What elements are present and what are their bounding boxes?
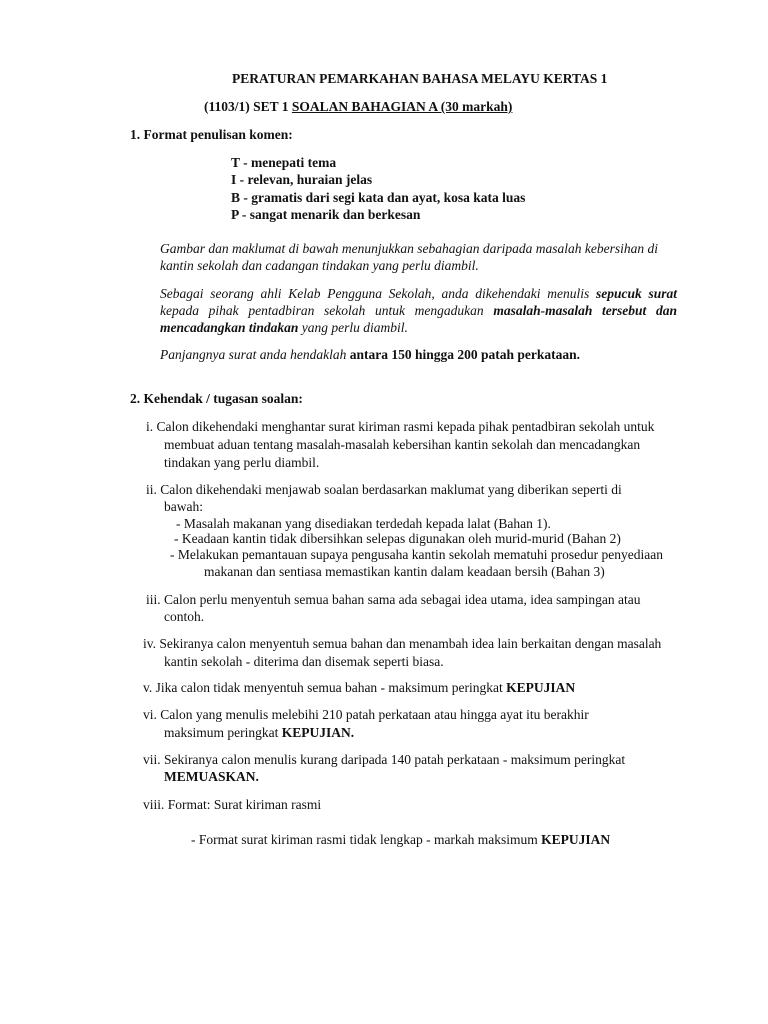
bahan-2-item: - Keadaan kantin tidak dibersihkan selepas digunakan oleh murid-murid (Bahan 2) (174, 531, 621, 546)
item-v: v. Jika calon tidak menyentuh semua bahan - maksimum peringkat KEPUJIAN (143, 680, 576, 695)
item-i-line-2: membuat aduan tentang masalah-masalah kebersihan kantin sekolah dan mencadangkan (164, 437, 641, 452)
item-ii-line-1: ii. Calon dikehendaki menjawab soalan berdasarkan maklumat yang diberikan seperti di (146, 482, 622, 497)
item-viii-line-2: - Format surat kiriman rasmi tidak lengkap - markah maksimum KEPUJIAN (191, 832, 611, 847)
item-vi-line-1: vi. Calon yang menulis melebihi 210 patah perkataan atau hingga ayat itu berakhir (143, 707, 589, 722)
bahan-3-item-cont: makanan dan sentiasa memastikan kantin dalam keadaan bersih (Bahan 3) (204, 564, 605, 579)
paper-code: (1103/1) SET 1 (204, 99, 289, 114)
section-1-heading: 1. Format penulisan komen: (130, 127, 293, 142)
document-subtitle (204, 98, 512, 115)
document-title: PERATURAN PEMARKAHAN BAHASA MELAYU KERTAS 1 (232, 71, 608, 86)
item-iv-line-1: iv. Sekiranya calon menyentuh semua bahan dan menambah idea lain berkaitan dengan masalah (143, 636, 662, 651)
item-vii-line-2: MEMUASKAN. (164, 769, 259, 784)
section-title: SOALAN BAHAGIAN A (30 markah) (291, 99, 513, 114)
item-i-line-3: tindakan yang perlu diambil. (164, 455, 320, 470)
item-i-line-1: i. Calon dikehendaki menghantar surat kiriman rasmi kepada pihak pentadbiran sekolah untuk (146, 419, 655, 434)
format-item-i: I - relevan, huraian jelas (231, 172, 373, 187)
item-vi-line-2: maksimum peringkat KEPUJIAN. (164, 725, 355, 740)
format-item-b: B - gramatis dari segi kata dan ayat, kosa kata luas (231, 190, 526, 205)
question-text-1: Gambar dan maklumat di bawah menunjukkan sebahagian daripada masalah kebersihan di kantin sekolah dan cadangan tindakan yang perlu diambil. (160, 241, 658, 273)
bahan-3-item: - Melakukan pemantauan supaya pengusaha kantin sekolah mematuhi prosedur penyediaan (170, 547, 663, 562)
item-vii-line-1: vii. Sekiranya calon menulis kurang daripada 140 patah perkataan - maksimum peringkat (143, 752, 626, 767)
section-2-heading: 2. Kehendak / tugasan soalan: (130, 391, 303, 406)
question-text-2: Sebagai seorang ahli Kelab Pengguna Sekolah, anda dikehendaki menulis sepucuk surat kepada pihak pentadbiran sekolah untuk mengadukan masalah-masalah tersebut dan mencadangkan tindakan yang perlu diambil. (160, 286, 678, 335)
question-paragraph-1 (160, 240, 680, 274)
item-iii-line-1: iii. Calon perlu menyentuh semua bahan sama ada sebagai idea utama, idea sampingan atau (146, 592, 641, 607)
format-item-p: P - sangat menarik dan berkesan (231, 207, 421, 222)
item-viii-line-1: viii. Format: Surat kiriman rasmi (143, 797, 322, 812)
item-ii-line-2: bawah: (164, 499, 203, 514)
format-item-t: T - menepati tema (231, 155, 337, 170)
item-iii-line-2: contoh. (164, 609, 205, 624)
item-iv-line-2: kantin sekolah - diterima dan disemak seperti biasa. (164, 654, 444, 669)
bahan-1-item: - Masalah makanan yang disediakan terdedah kepada lalat (Bahan 1). (176, 516, 551, 531)
question-paragraph-2 (160, 285, 677, 336)
question-paragraph-3: Panjangnya surat anda hendaklah antara 150 hingga 200 patah perkataan. (160, 347, 581, 362)
